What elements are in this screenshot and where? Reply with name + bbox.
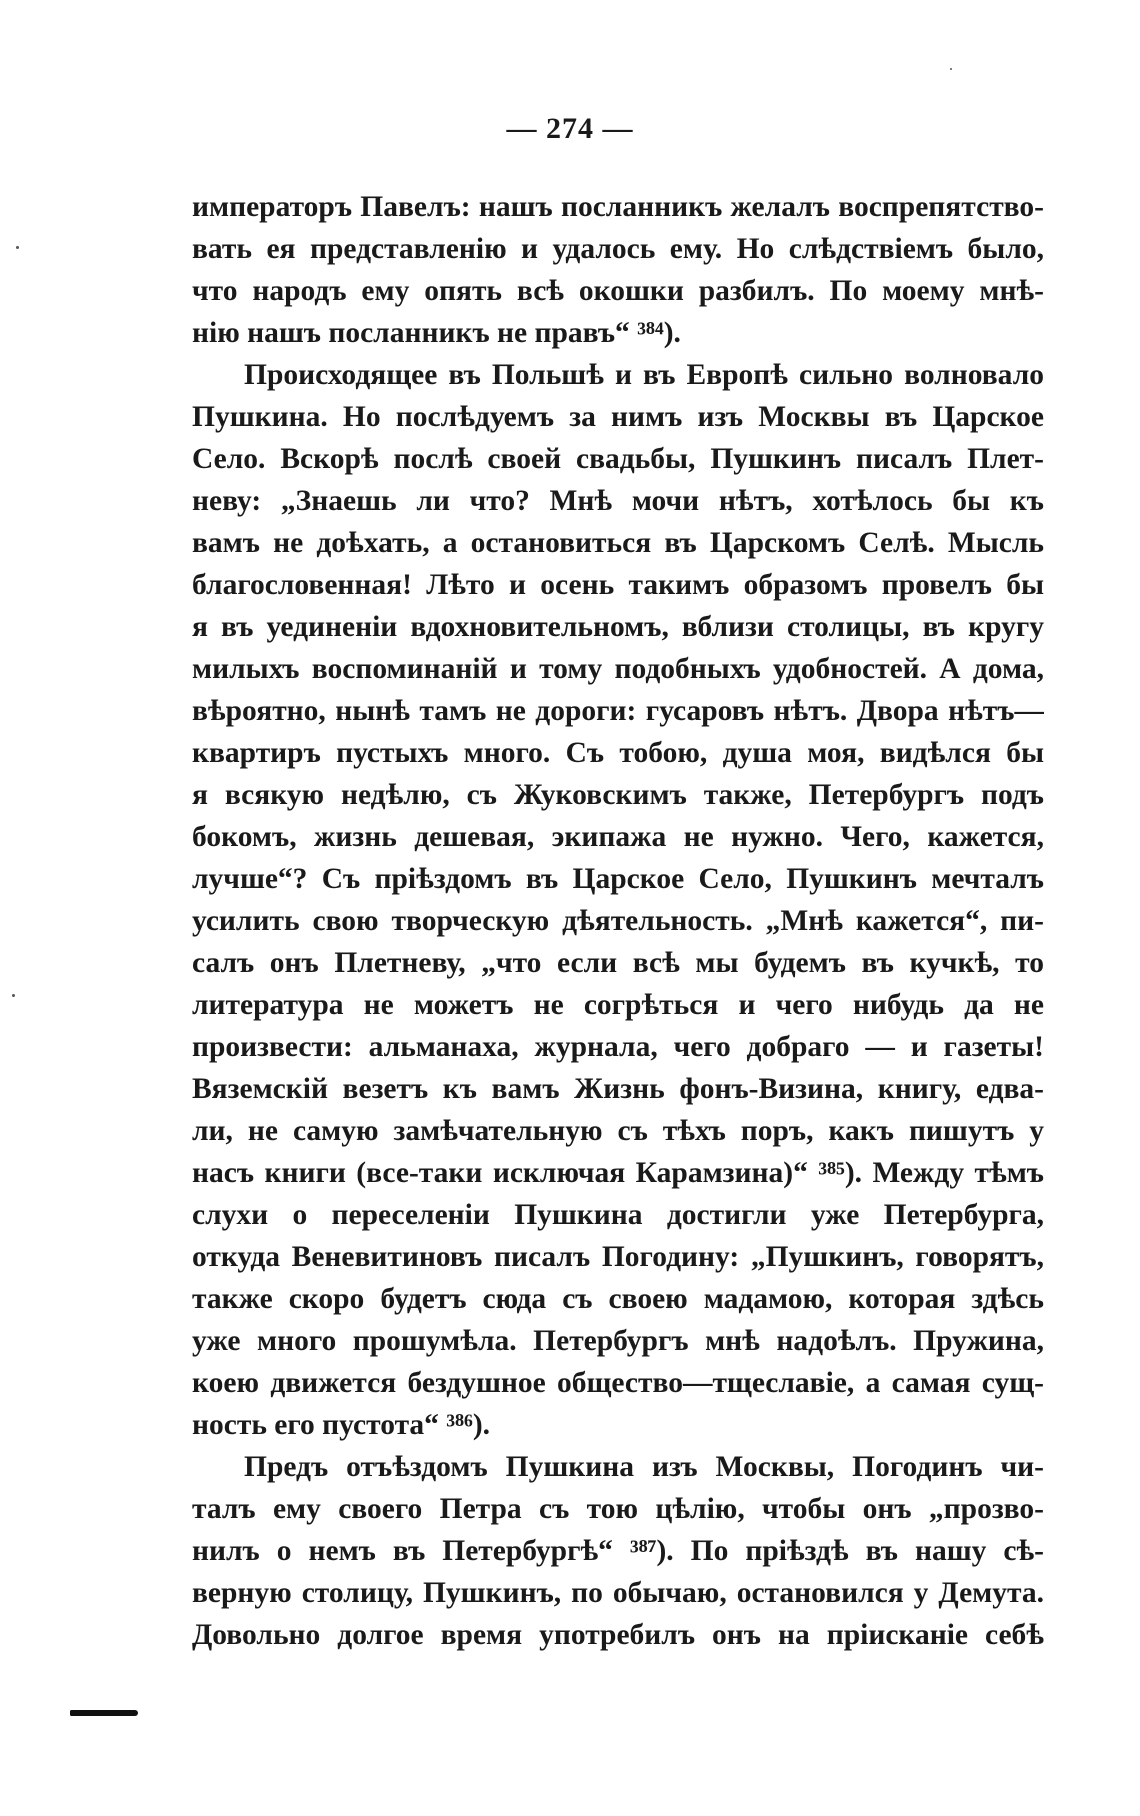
text-line: я въ уединеніи вдохновительномъ, вблизи столицы, въ кругу [192, 611, 1044, 643]
text-line: коею движется бездушное общество—тщеславіе, а самая сущ- [192, 1367, 1044, 1399]
text-line: Довольно долгое время употребилъ онъ на пріисканіе себѣ [192, 1619, 1044, 1651]
text-line: Вяземскій везетъ къ вамъ Жизнь фонъ-Визина, книгу, едва- [192, 1073, 1044, 1105]
text-line: талъ ему своего Петра съ тою цѣлію, чтобы онъ „прозво- [192, 1493, 1044, 1525]
text-line: произвести: альманаха, журнала, чего добраго — и газеты! [192, 1031, 1044, 1063]
text-line: ность его пустота“ ³⁸⁶). [192, 1409, 491, 1441]
text-line: верную столицу, Пушкинъ, по обычаю, остановился у Демута. [192, 1577, 1044, 1609]
scan-speck [950, 68, 952, 70]
text-line: усилить свою творческую дѣятельность. „Мнѣ кажется“, пи- [192, 905, 1044, 937]
margin-ink-mark [70, 1710, 138, 1716]
paragraph-start-line: Предъ отъѣздомъ Пушкина изъ Москвы, Погодинъ чи- [244, 1451, 1044, 1483]
text-line: квартиръ пустыхъ много. Съ тобою, душа моя, видѣлся бы [192, 737, 1044, 769]
text-line: уже много прошумѣла. Петербургъ мнѣ надоѣлъ. Пружина, [192, 1325, 1044, 1357]
text-line: вѣроятно, нынѣ тамъ не дороги: гусаровъ нѣтъ. Двора нѣтъ— [192, 695, 1044, 727]
text-line: что народъ ему опять всѣ окошки разбилъ. По моему мнѣ- [192, 275, 1044, 307]
text-line: неву: „Знаешь ли что? Мнѣ мочи нѣтъ, хотѣлось бы къ [192, 485, 1044, 517]
text-line: салъ онъ Плетневу, „что если всѣ мы будемъ въ кучкѣ, то [192, 947, 1044, 979]
text-line: благословенная! Лѣто и осень такимъ образомъ провелъ бы [192, 569, 1044, 601]
text-line: бокомъ, жизнь дешевая, экипажа не нужно. Чего, кажется, [192, 821, 1044, 853]
text-line: милыхъ воспоминаній и тому подобныхъ удобностей. А дома, [192, 653, 1044, 685]
scan-speck [12, 994, 15, 997]
text-line: я всякую недѣлю, съ Жуковскимъ также, Петербургъ подъ [192, 779, 1044, 811]
text-line: нію нашъ посланникъ не правъ“ ³⁸⁴). [192, 317, 681, 349]
text-line: вамъ не доѣхать, а остановиться въ Царскомъ Селѣ. Мысль [192, 527, 1044, 559]
body-text [192, 186, 1044, 1656]
text-line: нилъ о немъ въ Петербургѣ“ ³⁸⁷). По пріѣздѣ въ нашу сѣ- [192, 1535, 1044, 1567]
text-line: насъ книги (все-таки исключая Карамзина)“ ³⁸⁵). Между тѣмъ [192, 1157, 1044, 1189]
text-line: ли, не самую замѣчательную съ тѣхъ поръ, какъ пишутъ у [192, 1115, 1044, 1147]
text-line: лучше“? Съ пріѣздомъ въ Царское Село, Пушкинъ мечталъ [192, 863, 1044, 895]
text-line: Пушкина. Но послѣдуемъ за нимъ изъ Москвы въ Царское [192, 401, 1044, 433]
text-line: Село. Вскорѣ послѣ своей свадьбы, Пушкинъ писалъ Плет- [192, 443, 1044, 475]
text-line: императоръ Павелъ: нашъ посланникъ желалъ воспрепятство- [192, 191, 1044, 223]
text-line: слухи о переселеніи Пушкина достигли уже Петербурга, [192, 1199, 1044, 1231]
text-line: также скоро будетъ сюда съ своею мадамою, которая здѣсь [192, 1283, 1044, 1315]
text-line: литература не можетъ не согрѣться и чего нибудь да не [192, 989, 1044, 1021]
text-line: вать ея представленію и удалось ему. Но слѣдствіемъ было, [192, 233, 1044, 265]
paragraph-start-line: Происходящее въ Польшѣ и въ Европѣ сильно волновало [244, 359, 1044, 391]
scan-speck [16, 246, 19, 249]
text-line: откуда Веневитиновъ писалъ Погодину: „Пушкинъ, говорятъ, [192, 1241, 1044, 1273]
page-number: — 274 — [506, 112, 634, 145]
